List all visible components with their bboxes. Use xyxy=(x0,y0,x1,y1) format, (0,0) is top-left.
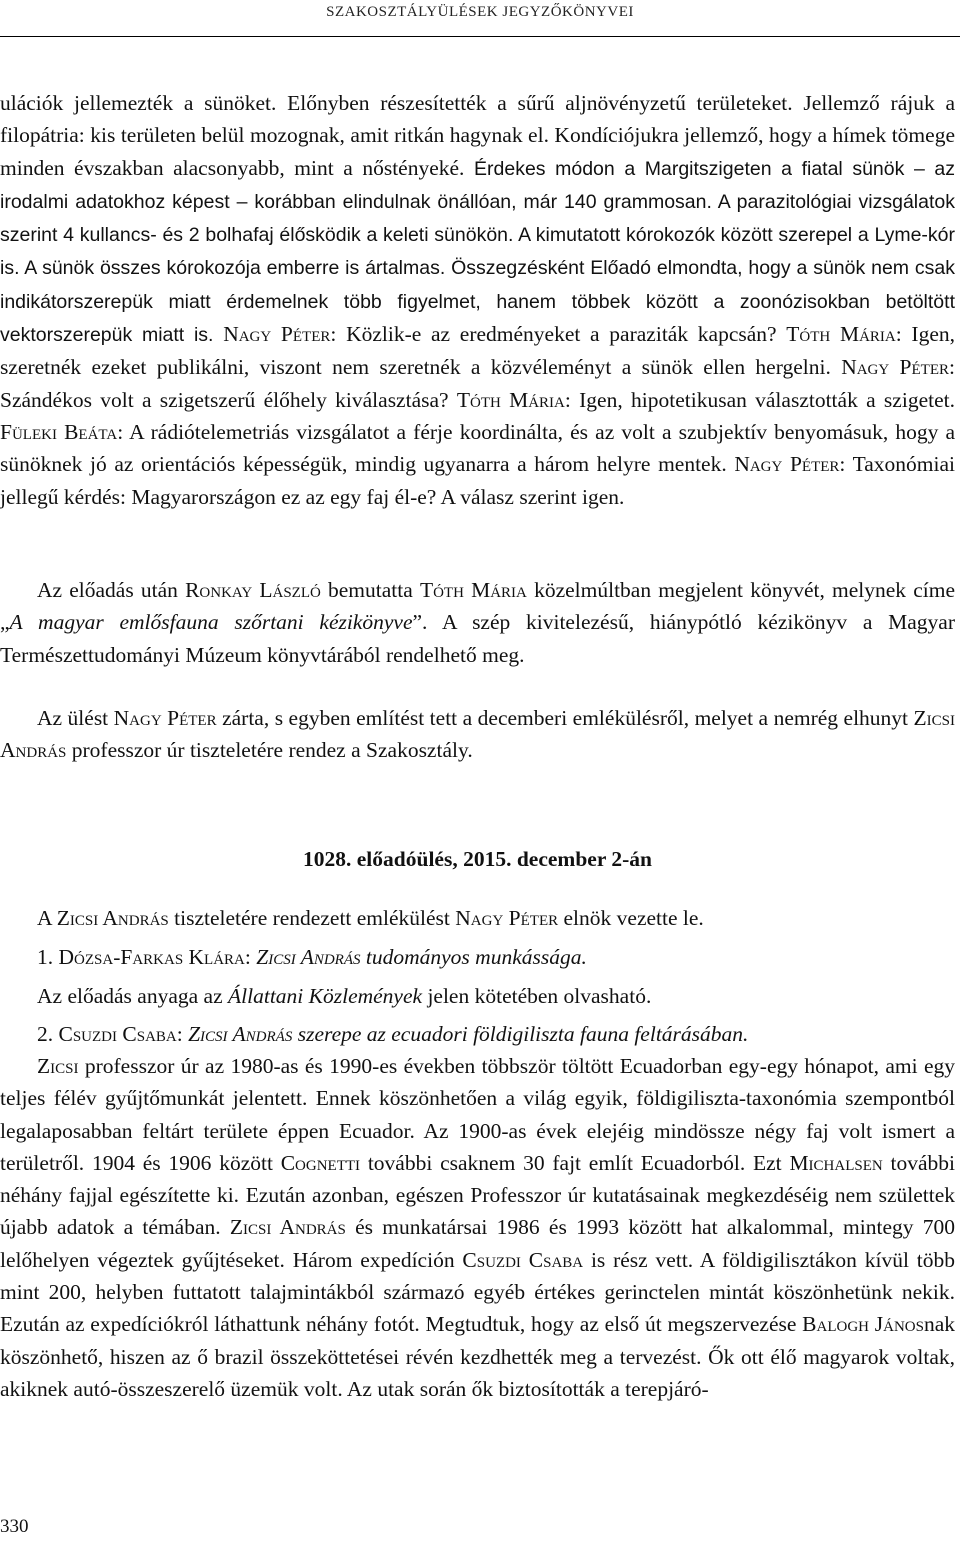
line-text: : xyxy=(176,1022,189,1046)
talk-1-note-line xyxy=(0,980,955,1012)
person-name: Zicsi András xyxy=(56,906,169,930)
paragraph-text: bemutatta xyxy=(320,578,420,602)
paragraph-text-sans: Érdekes módon a Margitszigeten a fiatal sünök – az irodalmi adatokhoz képest – korábban elindulnak önállóan, már 140 grammosan. A parazitológiai vizsgálatok szerint 4 kullancs- és 2 bolhafaj élősködik a keleti sünökön. A kimutatott kórokozók között szerepel a Lyme-kór is. A sünök összes kórokozója emberre is ártalmas. Összegzésként Előadó elmondta, hogy a sünök nem csak indikátorszerepük miatt érdemelnek több figyelmet, hanem többek között a zoonózisokban betöltött vektorszerepük miatt is. xyxy=(0,157,955,347)
session-heading: 1028. előadóülés, 2015. december 2-án xyxy=(303,847,652,871)
person-name: Füleki Beáta xyxy=(0,419,118,444)
paragraph-text: : Taxonómiai jellegű kérdés: Magyarországon ez az egy faj él-e? A válasz szerint igen. xyxy=(0,452,955,509)
paragraph-text: ulációk jellemezték a sünöket. Előnyben részesítették a sűrű aljnövényzetű területeket. Jellemző rájuk a filopátria: kis területen belül mozognak, amit ritkán hagynak el. Kondíciójukra jellemző, hogy a hímek tömege minden évszakban alacsonyabb, mint a nőstényeké. xyxy=(0,91,955,180)
paragraph-text: professzor úr az 1980-as és 1990-es években többször töltött Ecuadorban egy-egy hónapot, ami egy teljes félév gyűjtőmunkát jelentett. Ennek köszönhetően a világ egyik, földigiliszta-taxonómia szempontból legalaposabban feltárt területe éppen Ecuador. Az 1900-as évek elejéig mindössze négy faj volt ismert a területről. 1904 és 1906 között xyxy=(0,1054,955,1175)
person-name: Zicsi xyxy=(37,1054,79,1078)
person-name: Zicsi András xyxy=(0,706,955,763)
person-name: Cognetti xyxy=(280,1150,361,1175)
paragraph-text: : Közlik-e az eredményeket a paraziták kapcsán? xyxy=(330,322,787,347)
session-chair-line xyxy=(0,902,955,934)
paragraph-text: : Szándékos volt a szigetszerű élőhely kiválasztása? xyxy=(0,355,955,412)
speaker-name: Csuzdi Csaba xyxy=(58,1022,177,1046)
journal-title: Állattani Közlemények xyxy=(228,984,423,1008)
paragraph-text: Az előadás után xyxy=(37,578,186,602)
talk-title-name: Zicsi András xyxy=(188,1022,293,1046)
paragraph-text: ”. A szép kivitelezésű, hiánypótló kézikönyv a Magyar Természettudományi Múzeum könyvtárából rendelhető meg. xyxy=(0,610,955,667)
paragraph-text: : Igen, szeretnék ezeket publikálni, viszont nem szeretnék a közvéleményt a sünök ellen hergelni. xyxy=(0,322,955,380)
line-text: jelen kötetében olvasható. xyxy=(422,984,652,1008)
person-name: Ronkay László xyxy=(185,578,321,602)
line-text: A xyxy=(37,906,57,930)
talk-title-name: Zicsi András xyxy=(256,945,361,969)
speaker-name: Dózsa-Farkas Klára xyxy=(58,945,245,969)
person-name: Zicsi András xyxy=(229,1215,346,1240)
person-name: Nagy Péter xyxy=(455,906,559,930)
person-name: Tóth Mária xyxy=(456,387,565,412)
person-name: Nagy Péter xyxy=(841,355,949,380)
paragraph-ecuador-expeditions xyxy=(0,1050,955,1405)
running-header: SZAKOSZTÁLYÜLÉSEK JEGYZŐKÖNYVEI xyxy=(326,4,634,20)
paragraph-book-presentation xyxy=(0,574,955,671)
person-name: Nagy Péter xyxy=(734,452,840,477)
paragraph-text: közelmúltban megjelent könyvét, melynek címe „ xyxy=(0,578,955,635)
person-name: Balogh János xyxy=(802,1312,924,1337)
talk-number: 1. xyxy=(37,945,59,969)
header-rule xyxy=(0,36,960,37)
talk-title: szerepe az ecuadori földigiliszta fauna feltárásában. xyxy=(292,1022,749,1046)
paragraph-text: további néhány fajjal egészítette ki. Ezután azonban, egészen Professzor úr kutatásainak megkezdéséig nem születtek újabb adatok a témában. xyxy=(0,1150,956,1240)
person-name: Michalsen xyxy=(789,1150,883,1175)
talk-1-line xyxy=(0,941,955,973)
paragraph-text: is rész vett. A földigilisztákon kívül több mint 200, helyben futtatott talajmintákból származó egyéb értékes gerinctelen mintát köszönhetünk nekik. Ezután az expedíciókról láthattunk néhány fotót. Megtudtuk, hogy az első út megszervezése xyxy=(0,1247,956,1337)
paragraph-hedgehog-discussion xyxy=(0,87,955,513)
person-name: Nagy Péter xyxy=(113,706,217,730)
paragraph-text: : Igen, hipotetikusan választották a szigetet. xyxy=(564,387,955,412)
paragraph-text: Az ülést xyxy=(37,706,114,730)
paragraph-text: további csaknem 30 fajt említ Ecuadorból. Ezt xyxy=(360,1150,790,1175)
line-text: elnök vezette le. xyxy=(558,906,704,930)
person-name: Tóth Mária xyxy=(419,578,527,602)
paragraph-text: zárta, s egyben említést tett a decemberi emlékülésről, melyet a nemrég elhunyt xyxy=(216,706,914,730)
paragraph-text: : A rádiótelemetriás vizsgálatot a férje koordinálta, és az volt a szubjektív benyomásuk, hogy a sünöknek jó az orientációs képességük, mindig ugyanarra a három helyre mentek. xyxy=(0,419,956,477)
talk-number: 2. xyxy=(37,1022,59,1046)
paragraph-text: és munkatársai 1986 és 1993 között hat alkalommal, mintegy 700 lelőhelyen végeztek gyűjtéseket. Három expedíción xyxy=(0,1215,956,1272)
paragraph-session-closing xyxy=(0,702,955,767)
paragraph-text: professzor úr tiszteletére rendez a Szakosztály. xyxy=(66,738,473,763)
line-text: Az előadás anyaga az xyxy=(37,984,229,1008)
line-text: : xyxy=(244,945,257,969)
line-text: tiszteletére rendezett emlékülést xyxy=(168,906,456,930)
talk-title: tudományos munkássága. xyxy=(360,945,587,969)
book-title: A magyar emlősfauna szőrtani kézikönyve xyxy=(9,610,413,635)
talk-2-line xyxy=(0,1018,955,1050)
page-number: 330 xyxy=(0,1516,29,1537)
person-name: Csuzdi Csaba xyxy=(462,1247,584,1272)
paragraph-text: nak köszönhető, hiszen az ő brazil összeköttetései révén kezdhették meg a tervezést. Ők ott élő magyarok voltak, akiknek autó-összeszerelő üzemük volt. Az utak során ők biztosították a terepjáró- xyxy=(0,1312,955,1401)
person-name: Tóth Mária xyxy=(786,322,896,347)
person-name: Nagy Péter xyxy=(223,322,331,347)
